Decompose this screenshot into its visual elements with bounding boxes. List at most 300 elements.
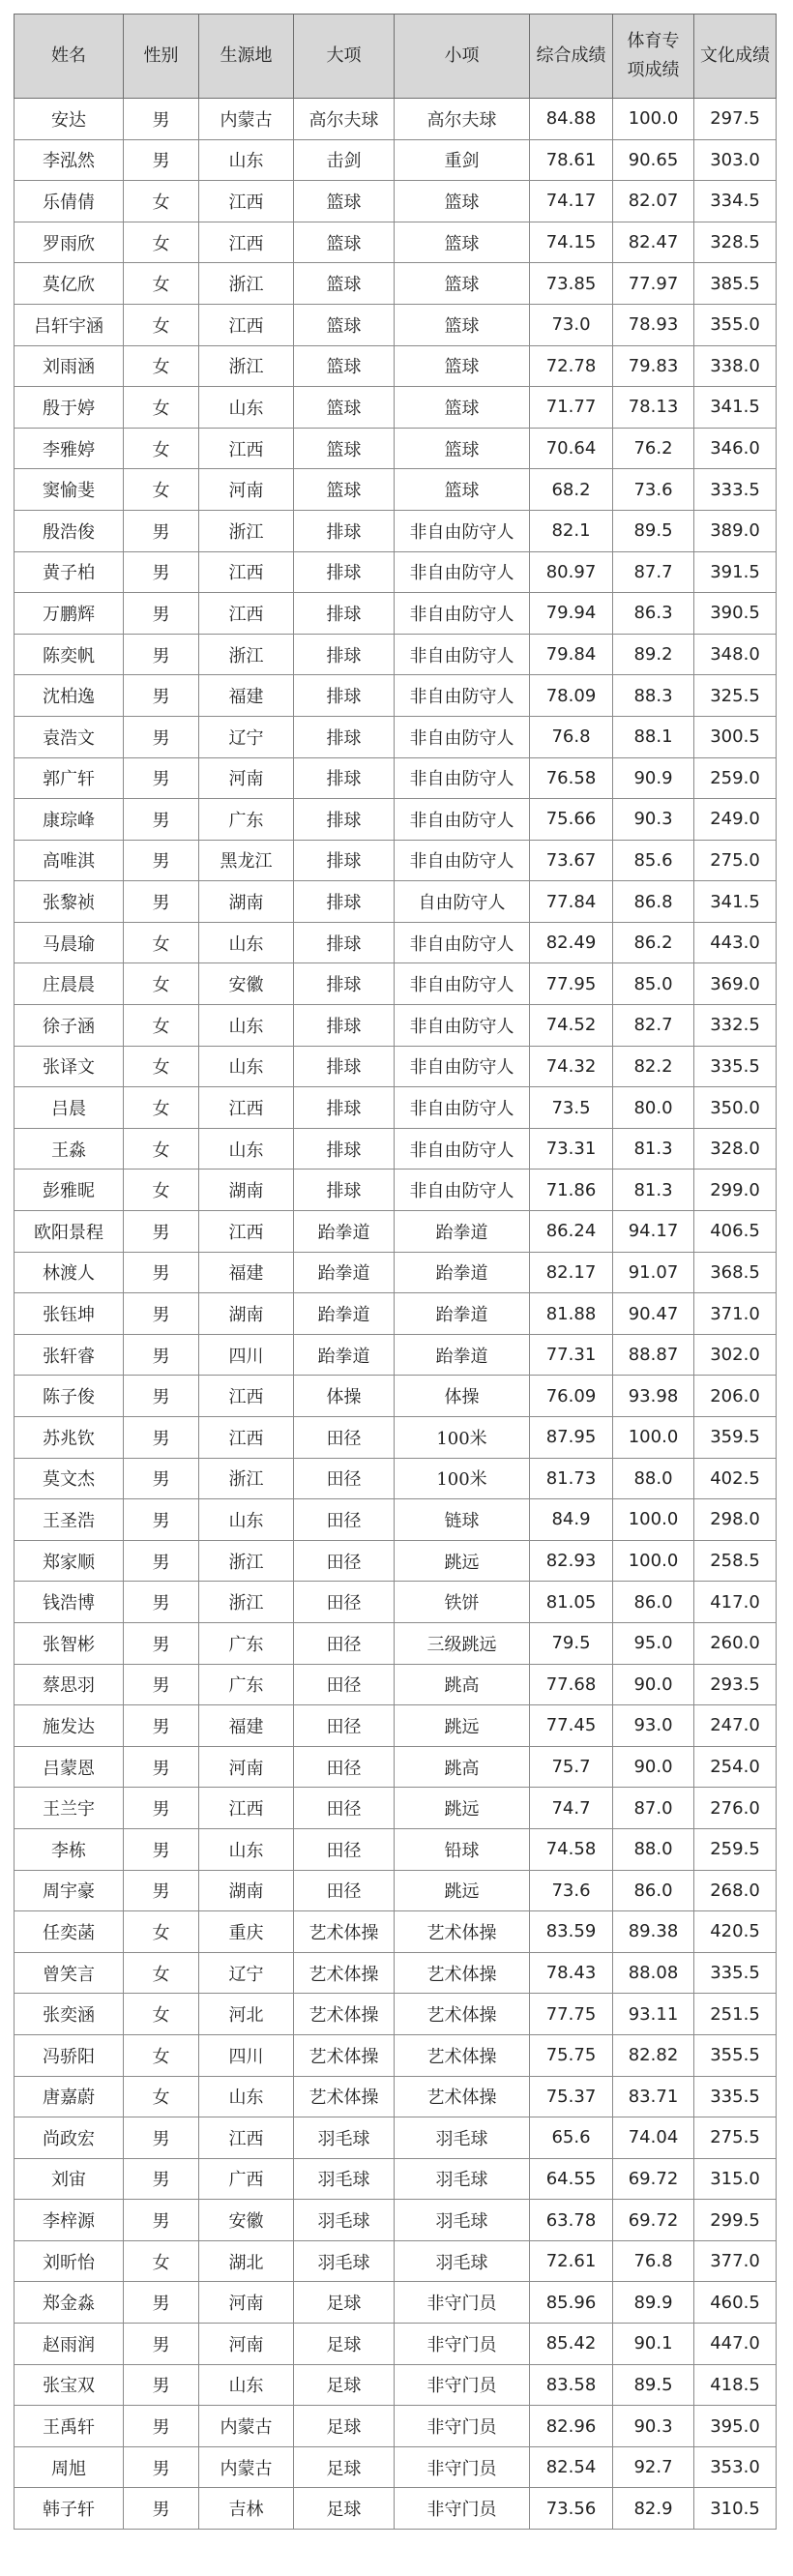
cell-overall-score: 81.73 [530, 1458, 613, 1499]
cell-overall-score: 77.75 [530, 1994, 613, 2035]
cell-name: 窦愉斐 [15, 469, 124, 511]
cell-event: 非自由防守人 [395, 1087, 530, 1129]
cell-origin: 浙江 [199, 1540, 294, 1582]
cell-gender: 女 [124, 469, 199, 511]
cell-gender: 男 [124, 2282, 199, 2324]
cell-origin: 山东 [199, 387, 294, 429]
cell-sport-score: 93.98 [613, 1376, 694, 1417]
cell-category: 排球 [294, 1128, 395, 1170]
cell-category: 篮球 [294, 304, 395, 345]
header-name: 姓名 [15, 15, 124, 99]
cell-event: 篮球 [395, 428, 530, 469]
table-row [15, 551, 777, 593]
cell-event: 非自由防守人 [395, 593, 530, 635]
cell-overall-score: 73.85 [530, 263, 613, 305]
results-sheet [14, 14, 776, 2530]
cell-gender: 女 [124, 1128, 199, 1170]
table-row [15, 634, 777, 675]
cell-name: 张钰坤 [15, 1293, 124, 1335]
table-row [15, 345, 777, 387]
cell-gender: 男 [124, 1870, 199, 1911]
cell-academic-score: 460.5 [694, 2282, 777, 2324]
cell-origin: 山东 [199, 1005, 294, 1047]
cell-name: 蔡思羽 [15, 1664, 124, 1705]
cell-category: 排球 [294, 1046, 395, 1087]
cell-event: 体操 [395, 1376, 530, 1417]
cell-sport-score: 82.9 [613, 2488, 694, 2530]
cell-name: 张译文 [15, 1046, 124, 1087]
cell-gender: 男 [124, 2446, 199, 2488]
cell-name: 郭广轩 [15, 757, 124, 799]
cell-academic-score: 391.5 [694, 551, 777, 593]
cell-overall-score: 73.6 [530, 1870, 613, 1911]
cell-gender: 男 [124, 2488, 199, 2530]
cell-overall-score: 85.42 [530, 2324, 613, 2365]
cell-name: 张黎祯 [15, 881, 124, 923]
cell-origin: 江西 [199, 1087, 294, 1129]
cell-name: 张宝双 [15, 2364, 124, 2406]
cell-category: 篮球 [294, 469, 395, 511]
cell-name: 李栋 [15, 1828, 124, 1870]
cell-overall-score: 76.09 [530, 1376, 613, 1417]
cell-name: 李雅婷 [15, 428, 124, 469]
cell-event: 非自由防守人 [395, 963, 530, 1005]
cell-name: 王淼 [15, 1128, 124, 1170]
cell-event: 非自由防守人 [395, 1046, 530, 1087]
cell-category: 田径 [294, 1582, 395, 1623]
cell-gender: 男 [124, 1211, 199, 1253]
cell-name: 王圣浩 [15, 1499, 124, 1541]
table-row [15, 1293, 777, 1335]
cell-sport-score: 92.7 [613, 2446, 694, 2488]
cell-gender: 男 [124, 1540, 199, 1582]
cell-category: 排球 [294, 799, 395, 841]
cell-sport-score: 78.93 [613, 304, 694, 345]
cell-name: 王兰宇 [15, 1788, 124, 1829]
cell-name: 陈奕帆 [15, 634, 124, 675]
cell-sport-score: 86.0 [613, 1870, 694, 1911]
cell-name: 莫文杰 [15, 1458, 124, 1499]
cell-name: 庄晨晨 [15, 963, 124, 1005]
cell-category: 篮球 [294, 387, 395, 429]
cell-origin: 江西 [199, 1376, 294, 1417]
cell-name: 冯骄阳 [15, 2034, 124, 2076]
cell-category: 田径 [294, 1499, 395, 1541]
cell-category: 篮球 [294, 222, 395, 263]
cell-name: 韩子轩 [15, 2488, 124, 2530]
cell-category: 排球 [294, 1170, 395, 1211]
table-row [15, 304, 777, 345]
cell-event: 羽毛球 [395, 2200, 530, 2241]
cell-origin: 广东 [199, 1664, 294, 1705]
cell-academic-score: 353.0 [694, 2446, 777, 2488]
cell-academic-score: 247.0 [694, 1705, 777, 1747]
cell-overall-score: 71.86 [530, 1170, 613, 1211]
table-row [15, 2364, 777, 2406]
cell-overall-score: 76.58 [530, 757, 613, 799]
cell-overall-score: 74.15 [530, 222, 613, 263]
cell-origin: 内蒙古 [199, 2406, 294, 2447]
cell-origin: 河北 [199, 1994, 294, 2035]
cell-origin: 江西 [199, 222, 294, 263]
cell-academic-score: 377.0 [694, 2240, 777, 2282]
cell-gender: 男 [124, 799, 199, 841]
cell-category: 排球 [294, 881, 395, 923]
cell-event: 艺术体操 [395, 1952, 530, 1994]
cell-gender: 女 [124, 304, 199, 345]
cell-sport-score: 85.6 [613, 840, 694, 881]
cell-event: 跆拳道 [395, 1293, 530, 1335]
cell-sport-score: 91.07 [613, 1252, 694, 1293]
cell-name: 彭雅昵 [15, 1170, 124, 1211]
cell-origin: 安徽 [199, 963, 294, 1005]
cell-academic-score: 406.5 [694, 1211, 777, 1253]
table-row [15, 1828, 777, 1870]
cell-origin: 山东 [199, 1499, 294, 1541]
cell-sport-score: 82.82 [613, 2034, 694, 2076]
cell-name: 张奕涵 [15, 1994, 124, 2035]
cell-sport-score: 82.07 [613, 181, 694, 222]
cell-overall-score: 83.59 [530, 1911, 613, 1953]
cell-category: 排球 [294, 634, 395, 675]
table-row [15, 1582, 777, 1623]
cell-academic-score: 325.5 [694, 675, 777, 717]
cell-gender: 女 [124, 263, 199, 305]
cell-overall-score: 81.88 [530, 1293, 613, 1335]
cell-overall-score: 83.58 [530, 2364, 613, 2406]
cell-academic-score: 300.5 [694, 716, 777, 757]
cell-sport-score: 87.7 [613, 551, 694, 593]
cell-category: 篮球 [294, 428, 395, 469]
cell-event: 跆拳道 [395, 1334, 530, 1376]
cell-sport-score: 81.3 [613, 1128, 694, 1170]
table-row [15, 2488, 777, 2530]
cell-category: 艺术体操 [294, 1994, 395, 2035]
cell-academic-score: 276.0 [694, 1788, 777, 1829]
cell-academic-score: 299.5 [694, 2200, 777, 2241]
cell-gender: 男 [124, 1746, 199, 1788]
cell-event: 篮球 [395, 469, 530, 511]
cell-event: 跳远 [395, 1788, 530, 1829]
table-row [15, 2076, 777, 2117]
cell-sport-score: 89.5 [613, 2364, 694, 2406]
cell-category: 艺术体操 [294, 1952, 395, 1994]
cell-gender: 男 [124, 881, 199, 923]
cell-name: 郑金淼 [15, 2282, 124, 2324]
cell-origin: 山东 [199, 922, 294, 963]
cell-academic-score: 335.5 [694, 2076, 777, 2117]
cell-academic-score: 389.0 [694, 510, 777, 551]
cell-event: 100米 [395, 1458, 530, 1499]
cell-academic-score: 417.0 [694, 1582, 777, 1623]
cell-academic-score: 338.0 [694, 345, 777, 387]
cell-sport-score: 81.3 [613, 1170, 694, 1211]
cell-overall-score: 73.0 [530, 304, 613, 345]
cell-category: 艺术体操 [294, 2076, 395, 2117]
cell-academic-score: 258.5 [694, 1540, 777, 1582]
cell-sport-score: 86.2 [613, 922, 694, 963]
table-row [15, 675, 777, 717]
header-event: 小项 [395, 15, 530, 99]
cell-event: 羽毛球 [395, 2240, 530, 2282]
cell-event: 非自由防守人 [395, 922, 530, 963]
cell-origin: 浙江 [199, 1582, 294, 1623]
cell-sport-score: 85.0 [613, 963, 694, 1005]
cell-name: 尚政宏 [15, 2117, 124, 2159]
cell-name: 苏兆钦 [15, 1417, 124, 1459]
cell-sport-score: 86.3 [613, 593, 694, 635]
cell-category: 排球 [294, 593, 395, 635]
cell-name: 曾笑言 [15, 1952, 124, 1994]
cell-event: 非自由防守人 [395, 1005, 530, 1047]
cell-event: 非自由防守人 [395, 510, 530, 551]
cell-academic-score: 355.5 [694, 2034, 777, 2076]
cell-gender: 男 [124, 1458, 199, 1499]
cell-sport-score: 77.97 [613, 263, 694, 305]
cell-gender: 女 [124, 2034, 199, 2076]
cell-category: 排球 [294, 1087, 395, 1129]
cell-event: 篮球 [395, 222, 530, 263]
cell-academic-score: 332.5 [694, 1005, 777, 1047]
cell-sport-score: 88.3 [613, 675, 694, 717]
table-row [15, 1128, 777, 1170]
cell-sport-score: 90.1 [613, 2324, 694, 2365]
cell-category: 篮球 [294, 345, 395, 387]
cell-sport-score: 76.2 [613, 428, 694, 469]
cell-sport-score: 82.2 [613, 1046, 694, 1087]
cell-sport-score: 83.71 [613, 2076, 694, 2117]
cell-event: 高尔夫球 [395, 99, 530, 140]
cell-gender: 男 [124, 1622, 199, 1664]
cell-origin: 河南 [199, 2282, 294, 2324]
cell-name: 钱浩博 [15, 1582, 124, 1623]
cell-name: 安达 [15, 99, 124, 140]
cell-event: 跳高 [395, 1746, 530, 1788]
cell-event: 非守门员 [395, 2282, 530, 2324]
cell-overall-score: 68.2 [530, 469, 613, 511]
cell-sport-score: 73.6 [613, 469, 694, 511]
cell-event: 篮球 [395, 387, 530, 429]
cell-overall-score: 73.31 [530, 1128, 613, 1170]
cell-name: 任奕菡 [15, 1911, 124, 1953]
cell-origin: 重庆 [199, 1911, 294, 1953]
cell-origin: 江西 [199, 1211, 294, 1253]
cell-academic-score: 310.5 [694, 2488, 777, 2530]
cell-name: 马晨瑜 [15, 922, 124, 963]
cell-academic-score: 333.5 [694, 469, 777, 511]
cell-overall-score: 65.6 [530, 2117, 613, 2159]
cell-name: 吕蒙恩 [15, 1746, 124, 1788]
table-row [15, 1170, 777, 1211]
cell-origin: 安徽 [199, 2200, 294, 2241]
cell-sport-score: 69.72 [613, 2200, 694, 2241]
table-row [15, 1458, 777, 1499]
cell-origin: 辽宁 [199, 1952, 294, 1994]
cell-event: 非守门员 [395, 2446, 530, 2488]
cell-gender: 女 [124, 345, 199, 387]
cell-academic-score: 341.5 [694, 881, 777, 923]
cell-gender: 男 [124, 2324, 199, 2365]
cell-name: 莫亿欣 [15, 263, 124, 305]
cell-category: 田径 [294, 1870, 395, 1911]
table-row [15, 1788, 777, 1829]
cell-academic-score: 249.0 [694, 799, 777, 841]
cell-overall-score: 84.9 [530, 1499, 613, 1541]
cell-sport-score: 82.47 [613, 222, 694, 263]
cell-origin: 山东 [199, 139, 294, 181]
cell-sport-score: 88.08 [613, 1952, 694, 1994]
cell-academic-score: 350.0 [694, 1087, 777, 1129]
cell-gender: 女 [124, 387, 199, 429]
cell-origin: 山东 [199, 1828, 294, 1870]
cell-event: 篮球 [395, 304, 530, 345]
cell-sport-score: 93.11 [613, 1994, 694, 2035]
cell-academic-score: 395.0 [694, 2406, 777, 2447]
cell-event: 铅球 [395, 1828, 530, 1870]
table-row [15, 1005, 777, 1047]
table-row [15, 1499, 777, 1541]
cell-overall-score: 80.97 [530, 551, 613, 593]
cell-sport-score: 86.0 [613, 1582, 694, 1623]
cell-gender: 男 [124, 99, 199, 140]
cell-event: 跳远 [395, 1540, 530, 1582]
cell-name: 唐嘉蔚 [15, 2076, 124, 2117]
cell-gender: 男 [124, 634, 199, 675]
cell-category: 艺术体操 [294, 2034, 395, 2076]
cell-gender: 男 [124, 551, 199, 593]
cell-category: 田径 [294, 1705, 395, 1747]
cell-gender: 女 [124, 1994, 199, 2035]
cell-academic-score: 359.5 [694, 1417, 777, 1459]
cell-category: 排球 [294, 963, 395, 1005]
cell-sport-score: 90.0 [613, 1746, 694, 1788]
cell-category: 田径 [294, 1458, 395, 1499]
cell-sport-score: 89.5 [613, 510, 694, 551]
cell-name: 徐子涵 [15, 1005, 124, 1047]
cell-origin: 江西 [199, 428, 294, 469]
cell-origin: 广东 [199, 799, 294, 841]
cell-sport-score: 89.9 [613, 2282, 694, 2324]
cell-origin: 江西 [199, 2117, 294, 2159]
cell-category: 田径 [294, 1622, 395, 1664]
cell-gender: 男 [124, 1376, 199, 1417]
cell-origin: 浙江 [199, 345, 294, 387]
table-row [15, 1087, 777, 1129]
cell-overall-score: 77.68 [530, 1664, 613, 1705]
cell-name: 张智彬 [15, 1622, 124, 1664]
cell-origin: 辽宁 [199, 716, 294, 757]
table-row [15, 716, 777, 757]
cell-event: 跆拳道 [395, 1252, 530, 1293]
cell-sport-score: 88.0 [613, 1828, 694, 1870]
cell-academic-score: 303.0 [694, 139, 777, 181]
cell-academic-score: 315.0 [694, 2158, 777, 2200]
cell-academic-score: 443.0 [694, 922, 777, 963]
table-row [15, 1046, 777, 1087]
cell-origin: 湖南 [199, 881, 294, 923]
cell-overall-score: 74.52 [530, 1005, 613, 1047]
cell-category: 排球 [294, 1005, 395, 1047]
cell-gender: 女 [124, 2240, 199, 2282]
results-table [14, 14, 777, 2530]
cell-gender: 女 [124, 1170, 199, 1211]
cell-overall-score: 78.61 [530, 139, 613, 181]
cell-academic-score: 371.0 [694, 1293, 777, 1335]
cell-sport-score: 87.0 [613, 1788, 694, 1829]
cell-category: 羽毛球 [294, 2240, 395, 2282]
cell-gender: 男 [124, 2364, 199, 2406]
table-row [15, 222, 777, 263]
table-row [15, 1376, 777, 1417]
table-row [15, 1540, 777, 1582]
cell-academic-score: 390.5 [694, 593, 777, 635]
cell-sport-score: 90.47 [613, 1293, 694, 1335]
cell-sport-score: 88.0 [613, 1458, 694, 1499]
cell-gender: 男 [124, 1828, 199, 1870]
cell-gender: 男 [124, 139, 199, 181]
cell-origin: 浙江 [199, 634, 294, 675]
cell-academic-score: 385.5 [694, 263, 777, 305]
cell-category: 击剑 [294, 139, 395, 181]
cell-academic-score: 334.5 [694, 181, 777, 222]
cell-overall-score: 82.54 [530, 2446, 613, 2488]
cell-origin: 广西 [199, 2158, 294, 2200]
cell-name: 康琮峰 [15, 799, 124, 841]
cell-category: 足球 [294, 2446, 395, 2488]
cell-overall-score: 73.67 [530, 840, 613, 881]
table-row [15, 469, 777, 511]
cell-overall-score: 77.84 [530, 881, 613, 923]
cell-event: 艺术体操 [395, 1911, 530, 1953]
cell-event: 非守门员 [395, 2406, 530, 2447]
cell-name: 刘雨涵 [15, 345, 124, 387]
cell-sport-score: 79.83 [613, 345, 694, 387]
cell-category: 篮球 [294, 181, 395, 222]
cell-sport-score: 94.17 [613, 1211, 694, 1253]
table-row [15, 181, 777, 222]
table-header [15, 15, 777, 99]
table-row [15, 2117, 777, 2159]
table-row [15, 510, 777, 551]
cell-gender: 男 [124, 2406, 199, 2447]
cell-category: 足球 [294, 2282, 395, 2324]
cell-origin: 浙江 [199, 510, 294, 551]
table-row [15, 2034, 777, 2076]
cell-name: 赵雨润 [15, 2324, 124, 2365]
cell-overall-score: 74.58 [530, 1828, 613, 1870]
cell-category: 足球 [294, 2324, 395, 2365]
cell-event: 自由防守人 [395, 881, 530, 923]
cell-origin: 江西 [199, 181, 294, 222]
cell-overall-score: 86.24 [530, 1211, 613, 1253]
cell-overall-score: 75.7 [530, 1746, 613, 1788]
cell-category: 排球 [294, 510, 395, 551]
table-row [15, 2406, 777, 2447]
header-origin: 生源地 [199, 15, 294, 99]
cell-overall-score: 76.8 [530, 716, 613, 757]
cell-origin: 江西 [199, 1417, 294, 1459]
cell-event: 羽毛球 [395, 2158, 530, 2200]
cell-gender: 女 [124, 2076, 199, 2117]
cell-event: 跳远 [395, 1870, 530, 1911]
cell-category: 羽毛球 [294, 2158, 395, 2200]
cell-academic-score: 251.5 [694, 1994, 777, 2035]
cell-origin: 江西 [199, 1788, 294, 1829]
table-row [15, 139, 777, 181]
cell-category: 艺术体操 [294, 1911, 395, 1953]
cell-event: 链球 [395, 1499, 530, 1541]
cell-category: 排球 [294, 840, 395, 881]
